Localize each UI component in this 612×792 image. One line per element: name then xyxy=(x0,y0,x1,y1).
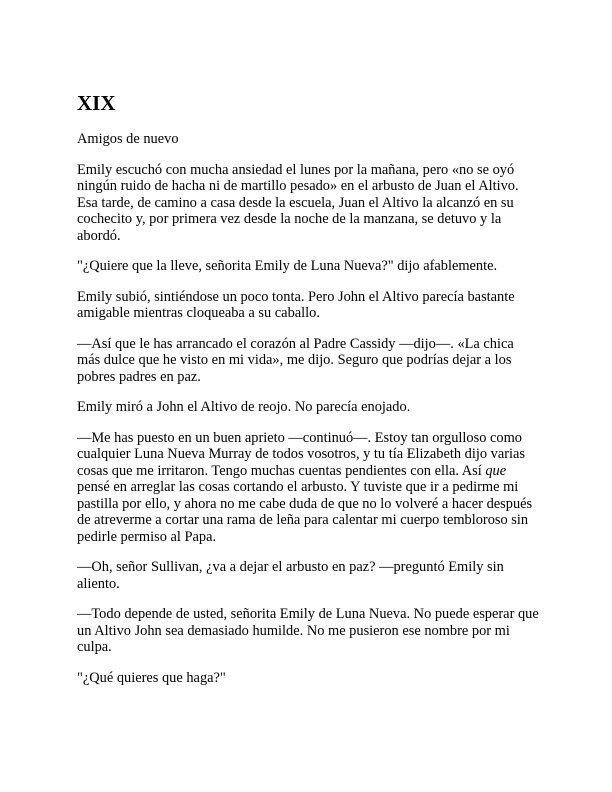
paragraph-5: Emily miró a John el Altivo de reojo. No parecía enojado. xyxy=(77,399,411,415)
paragraph-7: —Oh, señor Sullivan, ¿va a dejar el arbusto en paz? —preguntó Emily sin aliento. xyxy=(77,559,504,592)
chapter-body xyxy=(77,131,539,700)
paragraph-8: —Todo depende de usted, señorita Emily de Luna Nueva. No puede esperar que un Altivo John sea demasiado humilde. No me pusieron ese nombre por mi culpa. xyxy=(77,606,539,655)
paragraph-4: —Así que le has arrancado el corazón al Padre Cassidy —dijo—. «La chica más dulce que he visto en mi vida», me dijo. Seguro que podrías dejar a los pobres padres en paz. xyxy=(77,335,514,385)
paragraph-9: "¿Qué quieres que haga?" xyxy=(77,669,226,686)
paragraph-6-emphasis: que xyxy=(485,462,507,479)
paragraph-6-before: —Me has puesto en un buen aprieto —continuó—. Estoy tan orgulloso como cualquier Luna Nueva Murray de todos vosotros, y tu tía Elizabeth dijo varias cosas que me irritaron. Tengo muchas cuentas pendientes con ella. Así xyxy=(77,429,525,479)
chapter-number: XIX xyxy=(77,91,116,115)
paragraph-2: "¿Quiere que la lleve, señorita Emily de Luna Nueva?" dijo afablemente. xyxy=(77,258,498,274)
paragraph-6-after: pensé en arreglar las cosas cortando el arbusto. Y tuviste que ir a pedirme mi pastilla por ello, y ahora no me cabe duda de que no lo volveré a hacer después de atreverme a cortar una rama de leña para calentar mi cuerpo tembloroso sin pedirle permiso al Papa. xyxy=(77,479,533,545)
paragraph-1: Emily escuchó con mucha ansiedad el lunes por la mañana, pero «no se oyó ningún ruido de hacha ni de martillo pesado» en el arbusto de Juan el Altivo. Esa tarde, de camino a casa desde la escuela, Juan el Altivo la alcanzó en su cochecito y, por primera vez desde la noche de la manzana, se detuvo y la abordó. xyxy=(77,161,519,244)
paragraph-6 xyxy=(77,430,539,546)
chapter-subtitle: Amigos de nuevo xyxy=(77,131,179,147)
paragraph-3: Emily subió, sintiéndose un poco tonta. Pero John el Altivo parecía bastante amigable mientras cloqueaba a su caballo. xyxy=(77,288,515,321)
